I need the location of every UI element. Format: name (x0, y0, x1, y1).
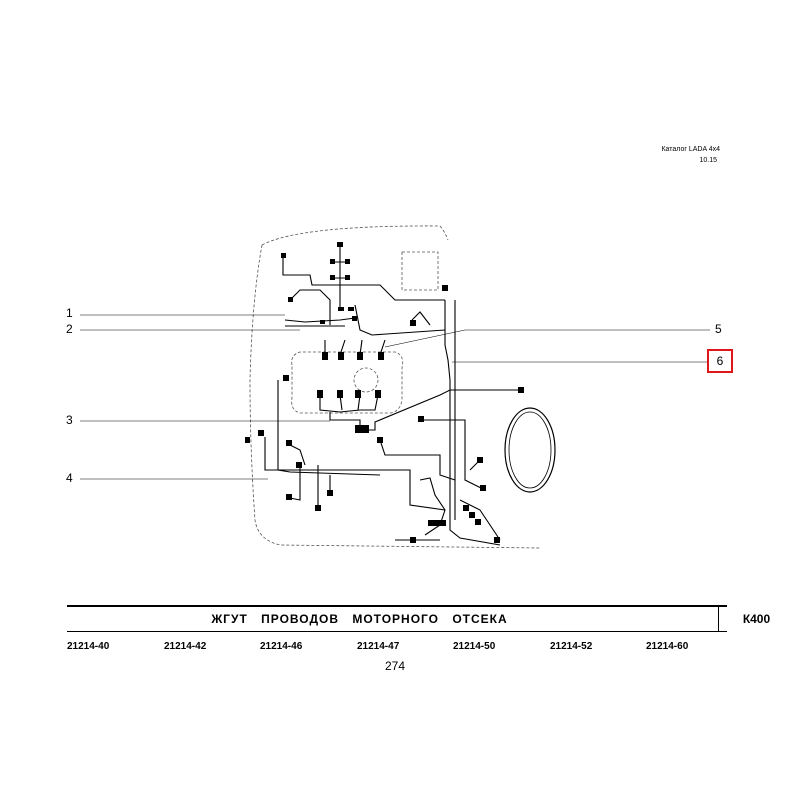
model-item: 21214-60 (646, 641, 689, 652)
bracket (402, 252, 438, 290)
callout-leaders (80, 315, 710, 479)
model-item: 21214-42 (164, 641, 207, 652)
model-item: 21214-46 (260, 641, 303, 652)
callout-2: 2 (66, 322, 73, 336)
callout-6-highlighted[interactable]: 6 (707, 349, 733, 373)
catalog-label: Каталог LADA 4x4 (661, 146, 720, 153)
ring-component (505, 408, 555, 492)
model-item: 21214-50 (453, 641, 496, 652)
model-list (67, 641, 727, 655)
section-code: К400 (742, 612, 771, 626)
callout-1: 1 (66, 306, 73, 320)
connectors (245, 242, 524, 543)
model-item: 21214-52 (550, 641, 593, 652)
harness-wires (265, 245, 520, 545)
engine-outline (292, 352, 403, 413)
model-item: 21214-47 (357, 641, 400, 652)
title-block (67, 605, 771, 632)
model-item: 21214-40 (67, 641, 110, 652)
engine-pulley (354, 368, 378, 392)
ring-component-inner (509, 412, 551, 488)
callout-4: 4 (66, 471, 73, 485)
page-number: 274 (384, 659, 406, 673)
vehicle-outline (250, 226, 540, 548)
catalog-date: 10.15 (699, 157, 717, 164)
callout-3: 3 (66, 413, 73, 427)
harness-title: ЖГУТ ПРОВОДОВ МОТОРНОГО ОТСЕКА (211, 612, 508, 626)
callout-5: 5 (715, 322, 722, 336)
